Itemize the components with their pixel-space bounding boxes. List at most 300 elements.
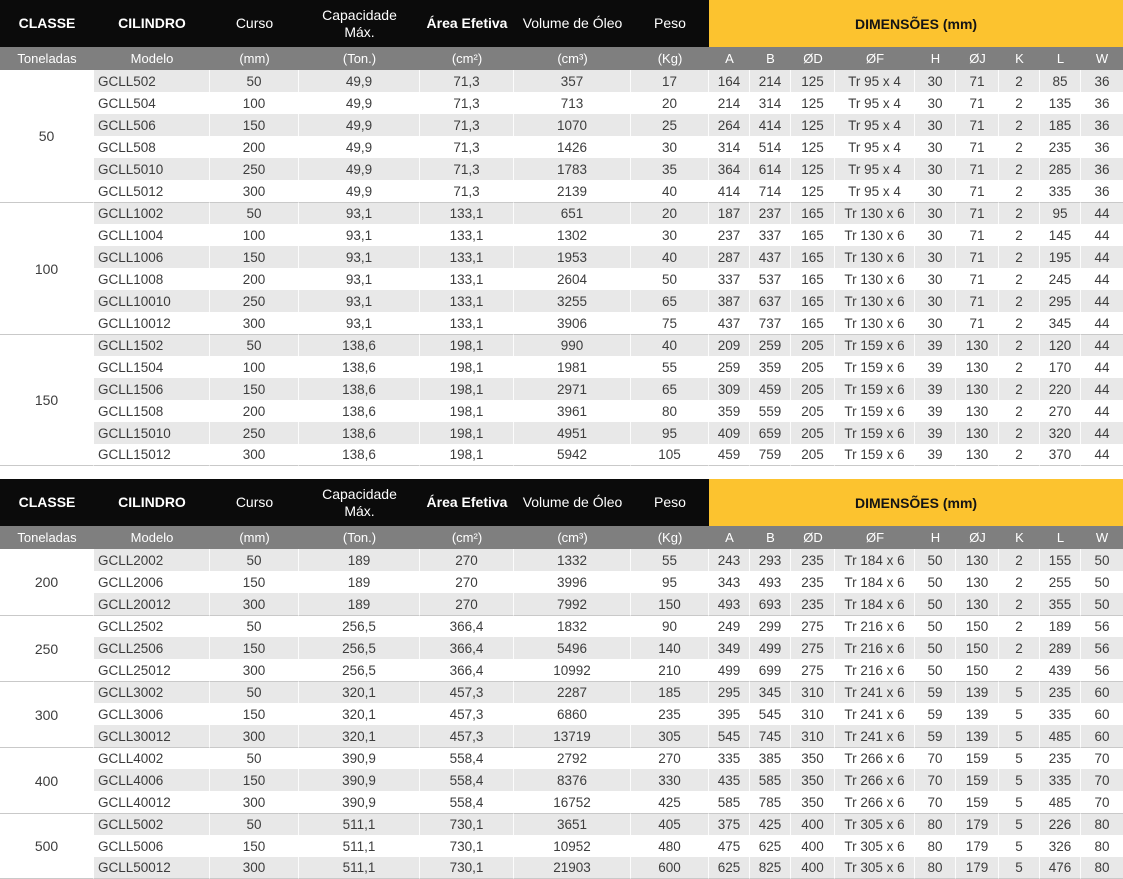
subheader-modelo: Modelo [94, 47, 210, 70]
cell-dim-oj: 71 [956, 114, 999, 136]
cell-dim-h: 30 [915, 136, 956, 158]
cell-dim-l: 326 [1040, 835, 1081, 857]
cell-peso: 105 [631, 444, 709, 466]
cell-volume: 1426 [514, 136, 631, 158]
cell-dim-b: 745 [750, 725, 791, 747]
cell-dim-w: 44 [1081, 444, 1123, 466]
cell-peso: 150 [631, 593, 709, 615]
subheader-dim-of: ØF [835, 526, 915, 549]
cell-area: 198,1 [420, 444, 514, 466]
model-cell: GCLL1504 [94, 356, 210, 378]
cell-area: 270 [420, 593, 514, 615]
cell-dim-l: 485 [1040, 725, 1081, 747]
cell-peso: 35 [631, 158, 709, 180]
cell-curso: 100 [210, 92, 299, 114]
cell-dim-od: 310 [791, 725, 835, 747]
cell-volume: 3651 [514, 813, 631, 835]
cell-area: 133,1 [420, 246, 514, 268]
cell-dim-a: 309 [709, 378, 750, 400]
col-header-curso: Curso [210, 0, 299, 47]
cell-capacidade: 49,9 [299, 180, 420, 202]
cell-dim-k: 2 [999, 659, 1040, 681]
cell-capacidade: 390,9 [299, 769, 420, 791]
cell-dim-h: 39 [915, 400, 956, 422]
model-cell: GCLL4006 [94, 769, 210, 791]
cell-dim-oj: 71 [956, 180, 999, 202]
subheader-volume-cm3: (cm³) [514, 526, 631, 549]
cell-capacidade: 138,6 [299, 422, 420, 444]
cell-capacidade: 49,9 [299, 136, 420, 158]
cell-area: 457,3 [420, 725, 514, 747]
cell-curso: 250 [210, 290, 299, 312]
cell-dim-w: 56 [1081, 615, 1123, 637]
cell-dim-h: 50 [915, 659, 956, 681]
cell-dim-l: 270 [1040, 400, 1081, 422]
cell-dim-b: 214 [750, 70, 791, 92]
cell-dim-of: Tr 130 x 6 [835, 268, 915, 290]
cell-dim-w: 70 [1081, 769, 1123, 791]
cell-dim-k: 2 [999, 593, 1040, 615]
cell-dim-w: 36 [1081, 70, 1123, 92]
cell-peso: 270 [631, 747, 709, 769]
cell-capacidade: 138,6 [299, 378, 420, 400]
cell-dim-b: 785 [750, 791, 791, 813]
cell-dim-od: 400 [791, 813, 835, 835]
cell-capacidade: 93,1 [299, 268, 420, 290]
model-cell: GCLL20012 [94, 593, 210, 615]
cell-dim-k: 2 [999, 114, 1040, 136]
cell-dim-l: 220 [1040, 378, 1081, 400]
cell-volume: 651 [514, 202, 631, 224]
col-header-peso: Peso [631, 0, 709, 47]
cell-dim-b: 693 [750, 593, 791, 615]
cell-volume: 2287 [514, 681, 631, 703]
cell-dim-of: Tr 159 x 6 [835, 444, 915, 466]
cell-curso: 150 [210, 378, 299, 400]
cell-dim-a: 545 [709, 725, 750, 747]
cell-dim-oj: 159 [956, 747, 999, 769]
cell-area: 198,1 [420, 422, 514, 444]
cell-volume: 13719 [514, 725, 631, 747]
cell-dim-a: 459 [709, 444, 750, 466]
cell-dim-a: 409 [709, 422, 750, 444]
cell-volume: 3996 [514, 571, 631, 593]
cell-dim-h: 70 [915, 769, 956, 791]
cell-dim-b: 314 [750, 92, 791, 114]
classe-group-cell: 300 [0, 681, 94, 747]
cell-dim-l: 135 [1040, 92, 1081, 114]
classe-group-cell: 150 [0, 334, 94, 466]
cell-dim-oj: 71 [956, 92, 999, 114]
cell-dim-w: 44 [1081, 290, 1123, 312]
cell-dim-b: 637 [750, 290, 791, 312]
cell-capacidade: 138,6 [299, 400, 420, 422]
cell-volume: 713 [514, 92, 631, 114]
cell-dim-h: 59 [915, 681, 956, 703]
subheader-dim-h: H [915, 526, 956, 549]
cell-dim-l: 320 [1040, 422, 1081, 444]
cell-dim-k: 2 [999, 92, 1040, 114]
cell-dim-a: 314 [709, 136, 750, 158]
cell-dim-k: 2 [999, 268, 1040, 290]
cell-dim-od: 165 [791, 202, 835, 224]
cell-dim-l: 185 [1040, 114, 1081, 136]
cell-dim-od: 275 [791, 637, 835, 659]
cell-dim-h: 30 [915, 268, 956, 290]
cell-dim-of: Tr 95 x 4 [835, 180, 915, 202]
cell-capacidade: 93,1 [299, 224, 420, 246]
cell-dim-h: 80 [915, 857, 956, 879]
cell-dim-of: Tr 216 x 6 [835, 637, 915, 659]
cell-dim-a: 375 [709, 813, 750, 835]
cell-dim-of: Tr 241 x 6 [835, 703, 915, 725]
cell-dim-of: Tr 216 x 6 [835, 659, 915, 681]
cell-curso: 150 [210, 637, 299, 659]
spec-row-GCLL504 [0, 92, 1123, 114]
cell-dim-a: 349 [709, 637, 750, 659]
cell-dim-h: 70 [915, 791, 956, 813]
subheader-dim-h: H [915, 47, 956, 70]
cell-peso: 305 [631, 725, 709, 747]
cell-curso: 150 [210, 703, 299, 725]
cell-dim-a: 585 [709, 791, 750, 813]
col-header-curso: Curso [210, 479, 299, 526]
cell-dim-a: 214 [709, 92, 750, 114]
cell-dim-a: 493 [709, 593, 750, 615]
model-cell: GCLL1008 [94, 268, 210, 290]
table-header-row [0, 479, 1123, 526]
subheader-curso-mm: (mm) [210, 47, 299, 70]
cell-volume: 990 [514, 334, 631, 356]
cell-dim-w: 50 [1081, 593, 1123, 615]
spec-row-GCLL1506 [0, 378, 1123, 400]
cell-dim-of: Tr 159 x 6 [835, 334, 915, 356]
cell-peso: 25 [631, 114, 709, 136]
subheader-dim-l: L [1040, 526, 1081, 549]
cell-dim-k: 2 [999, 334, 1040, 356]
cell-dim-a: 295 [709, 681, 750, 703]
cell-dim-k: 5 [999, 769, 1040, 791]
model-cell: GCLL5006 [94, 835, 210, 857]
cell-area: 730,1 [420, 835, 514, 857]
subheader-dim-b: B [750, 47, 791, 70]
spec-row-GCLL30012 [0, 725, 1123, 747]
cell-curso: 300 [210, 791, 299, 813]
cell-peso: 95 [631, 422, 709, 444]
cell-dim-of: Tr 95 x 4 [835, 158, 915, 180]
table-subheader-row [0, 47, 1123, 70]
cell-dim-oj: 130 [956, 593, 999, 615]
spec-row-GCLL1504 [0, 356, 1123, 378]
cell-dim-od: 205 [791, 356, 835, 378]
cell-dim-b: 659 [750, 422, 791, 444]
cell-dim-w: 36 [1081, 180, 1123, 202]
cell-dim-of: Tr 95 x 4 [835, 92, 915, 114]
spec-row-GCLL3002 [0, 681, 1123, 703]
classe-group-cell: 50 [0, 70, 94, 202]
cell-area: 558,4 [420, 769, 514, 791]
cell-curso: 150 [210, 769, 299, 791]
cell-dim-k: 2 [999, 637, 1040, 659]
cell-area: 198,1 [420, 356, 514, 378]
cell-curso: 200 [210, 268, 299, 290]
col-header-dimensoes: DIMENSÕES (mm) [709, 479, 1123, 526]
spec-row-GCLL1002 [0, 202, 1123, 224]
cell-dim-od: 205 [791, 422, 835, 444]
cell-dim-h: 30 [915, 158, 956, 180]
cell-dim-b: 293 [750, 549, 791, 571]
col-header-area-efetiva: Área Efetiva [420, 0, 514, 47]
classe-group-cell: 200 [0, 549, 94, 615]
spec-row-GCLL40012 [0, 791, 1123, 813]
subheader-dim-od: ØD [791, 47, 835, 70]
cell-dim-l: 245 [1040, 268, 1081, 290]
cell-dim-h: 50 [915, 593, 956, 615]
cell-area: 71,3 [420, 158, 514, 180]
cell-capacidade: 390,9 [299, 791, 420, 813]
cell-dim-a: 499 [709, 659, 750, 681]
cell-peso: 65 [631, 290, 709, 312]
cell-dim-b: 259 [750, 334, 791, 356]
cell-dim-l: 476 [1040, 857, 1081, 879]
cell-dim-b: 559 [750, 400, 791, 422]
cell-dim-od: 350 [791, 747, 835, 769]
cell-curso: 300 [210, 593, 299, 615]
cell-dim-of: Tr 216 x 6 [835, 615, 915, 637]
cell-curso: 300 [210, 857, 299, 879]
spec-row-GCLL25012 [0, 659, 1123, 681]
cell-capacidade: 49,9 [299, 92, 420, 114]
cell-dim-k: 5 [999, 725, 1040, 747]
subheader-curso-mm: (mm) [210, 526, 299, 549]
subheader-toneladas: Toneladas [0, 526, 94, 549]
cell-dim-h: 30 [915, 224, 956, 246]
model-cell: GCLL2502 [94, 615, 210, 637]
cell-curso: 50 [210, 747, 299, 769]
cell-dim-l: 355 [1040, 593, 1081, 615]
cell-dim-a: 435 [709, 769, 750, 791]
model-cell: GCLL2006 [94, 571, 210, 593]
cell-volume: 10952 [514, 835, 631, 857]
cell-dim-oj: 139 [956, 703, 999, 725]
cell-dim-k: 5 [999, 747, 1040, 769]
cell-dim-b: 385 [750, 747, 791, 769]
spec-table-lower [0, 479, 1123, 879]
cell-curso: 300 [210, 659, 299, 681]
cell-dim-a: 343 [709, 571, 750, 593]
spec-row-GCLL2506 [0, 637, 1123, 659]
cell-peso: 55 [631, 356, 709, 378]
cell-dim-l: 235 [1040, 681, 1081, 703]
spec-row-GCLL1008 [0, 268, 1123, 290]
subheader-dim-a: A [709, 526, 750, 549]
cell-capacidade: 511,1 [299, 813, 420, 835]
cell-dim-oj: 71 [956, 224, 999, 246]
cell-dim-od: 165 [791, 268, 835, 290]
cell-dim-oj: 71 [956, 158, 999, 180]
cell-area: 133,1 [420, 268, 514, 290]
model-cell: GCLL2506 [94, 637, 210, 659]
cell-dim-l: 235 [1040, 747, 1081, 769]
cell-dim-w: 70 [1081, 791, 1123, 813]
cell-dim-w: 44 [1081, 400, 1123, 422]
cell-dim-of: Tr 159 x 6 [835, 400, 915, 422]
cell-peso: 330 [631, 769, 709, 791]
cell-dim-b: 425 [750, 813, 791, 835]
cell-peso: 235 [631, 703, 709, 725]
cell-dim-oj: 130 [956, 356, 999, 378]
cell-capacidade: 256,5 [299, 615, 420, 637]
cell-peso: 80 [631, 400, 709, 422]
cell-dim-of: Tr 184 x 6 [835, 549, 915, 571]
cell-dim-k: 2 [999, 246, 1040, 268]
cell-volume: 2139 [514, 180, 631, 202]
cell-dim-h: 80 [915, 813, 956, 835]
model-cell: GCLL4002 [94, 747, 210, 769]
cell-dim-od: 275 [791, 615, 835, 637]
cell-dim-od: 205 [791, 444, 835, 466]
cell-dim-a: 209 [709, 334, 750, 356]
model-cell: GCLL15012 [94, 444, 210, 466]
model-cell: GCLL508 [94, 136, 210, 158]
cell-capacidade: 93,1 [299, 202, 420, 224]
cell-dim-a: 359 [709, 400, 750, 422]
cell-dim-od: 235 [791, 571, 835, 593]
subheader-dim-oj: ØJ [956, 47, 999, 70]
cell-volume: 2604 [514, 268, 631, 290]
cell-dim-w: 36 [1081, 158, 1123, 180]
cell-dim-b: 345 [750, 681, 791, 703]
spec-row-GCLL2006 [0, 571, 1123, 593]
cell-dim-k: 5 [999, 857, 1040, 879]
cell-dim-of: Tr 130 x 6 [835, 312, 915, 334]
cell-dim-oj: 130 [956, 571, 999, 593]
subheader-dim-b: B [750, 526, 791, 549]
cell-dim-of: Tr 266 x 6 [835, 791, 915, 813]
cell-dim-od: 275 [791, 659, 835, 681]
cell-capacidade: 390,9 [299, 747, 420, 769]
cell-dim-oj: 179 [956, 813, 999, 835]
cell-peso: 30 [631, 136, 709, 158]
cell-dim-oj: 159 [956, 769, 999, 791]
cell-dim-l: 335 [1040, 180, 1081, 202]
cell-capacidade: 138,6 [299, 444, 420, 466]
cell-dim-a: 187 [709, 202, 750, 224]
cell-dim-l: 195 [1040, 246, 1081, 268]
cell-dim-oj: 71 [956, 136, 999, 158]
cell-dim-a: 264 [709, 114, 750, 136]
cell-dim-od: 125 [791, 114, 835, 136]
table-header-row [0, 0, 1123, 47]
cell-dim-od: 165 [791, 224, 835, 246]
cell-volume: 8376 [514, 769, 631, 791]
model-cell: GCLL40012 [94, 791, 210, 813]
cell-dim-b: 359 [750, 356, 791, 378]
cell-volume: 1070 [514, 114, 631, 136]
cell-dim-of: Tr 305 x 6 [835, 835, 915, 857]
cell-peso: 185 [631, 681, 709, 703]
spec-row-GCLL1508 [0, 400, 1123, 422]
subheader-modelo: Modelo [94, 526, 210, 549]
cell-peso: 140 [631, 637, 709, 659]
cell-dim-w: 36 [1081, 136, 1123, 158]
cell-curso: 300 [210, 312, 299, 334]
cell-dim-h: 80 [915, 835, 956, 857]
cell-area: 730,1 [420, 857, 514, 879]
cell-dim-l: 289 [1040, 637, 1081, 659]
model-cell: GCLL504 [94, 92, 210, 114]
cell-dim-w: 44 [1081, 356, 1123, 378]
cell-dim-a: 243 [709, 549, 750, 571]
cell-dim-k: 5 [999, 681, 1040, 703]
cell-dim-a: 364 [709, 158, 750, 180]
cell-dim-of: Tr 130 x 6 [835, 290, 915, 312]
cell-curso: 200 [210, 136, 299, 158]
cell-dim-k: 5 [999, 703, 1040, 725]
cell-dim-w: 56 [1081, 659, 1123, 681]
cell-dim-k: 2 [999, 312, 1040, 334]
cell-dim-a: 164 [709, 70, 750, 92]
cell-dim-h: 30 [915, 114, 956, 136]
cell-dim-l: 335 [1040, 703, 1081, 725]
cell-area: 71,3 [420, 180, 514, 202]
cell-dim-oj: 71 [956, 202, 999, 224]
cell-dim-w: 36 [1081, 114, 1123, 136]
cell-volume: 1783 [514, 158, 631, 180]
subheader-capacidade-ton: (Ton.) [299, 526, 420, 549]
cell-dim-oj: 71 [956, 290, 999, 312]
cell-curso: 300 [210, 725, 299, 747]
cell-dim-oj: 150 [956, 637, 999, 659]
cell-dim-oj: 130 [956, 378, 999, 400]
cell-dim-k: 2 [999, 378, 1040, 400]
cell-dim-w: 44 [1081, 378, 1123, 400]
cell-dim-l: 295 [1040, 290, 1081, 312]
model-cell: GCLL506 [94, 114, 210, 136]
spec-row-GCLL5012 [0, 180, 1123, 202]
spec-row-GCLL10012 [0, 312, 1123, 334]
cell-capacidade: 256,5 [299, 637, 420, 659]
cell-curso: 150 [210, 571, 299, 593]
cell-volume: 3961 [514, 400, 631, 422]
model-cell: GCLL1006 [94, 246, 210, 268]
cell-dim-oj: 71 [956, 70, 999, 92]
cell-peso: 55 [631, 549, 709, 571]
cell-dim-l: 226 [1040, 813, 1081, 835]
model-cell: GCLL5012 [94, 180, 210, 202]
cell-dim-w: 60 [1081, 681, 1123, 703]
cell-area: 457,3 [420, 681, 514, 703]
classe-group-cell: 500 [0, 813, 94, 879]
cell-peso: 17 [631, 70, 709, 92]
cell-dim-w: 70 [1081, 747, 1123, 769]
cell-peso: 210 [631, 659, 709, 681]
cell-dim-k: 2 [999, 158, 1040, 180]
cell-curso: 50 [210, 202, 299, 224]
cell-dim-b: 414 [750, 114, 791, 136]
cell-dim-k: 2 [999, 422, 1040, 444]
cell-curso: 250 [210, 158, 299, 180]
cell-dim-w: 50 [1081, 571, 1123, 593]
cell-volume: 1832 [514, 615, 631, 637]
cell-dim-od: 350 [791, 769, 835, 791]
cell-area: 270 [420, 549, 514, 571]
classe-group-cell: 400 [0, 747, 94, 813]
cell-dim-l: 485 [1040, 791, 1081, 813]
cell-dim-w: 56 [1081, 637, 1123, 659]
cell-capacidade: 49,9 [299, 158, 420, 180]
cell-area: 730,1 [420, 813, 514, 835]
